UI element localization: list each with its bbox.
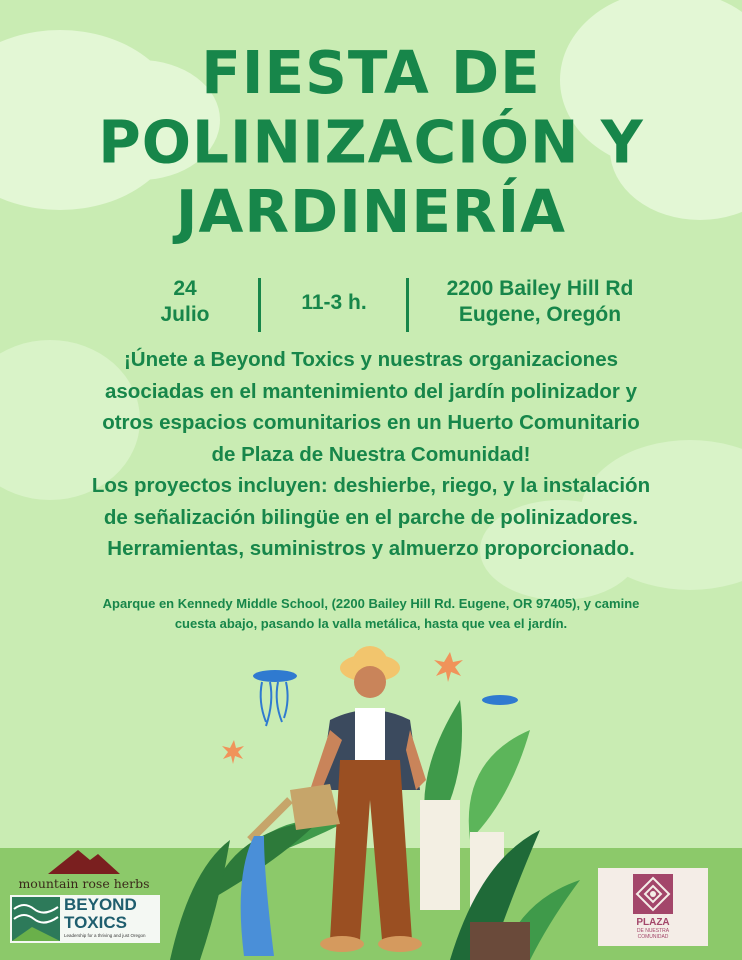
beyond-toxics-wave-icon xyxy=(12,897,60,941)
mountain-rose-herbs-logo xyxy=(8,848,160,894)
event-description xyxy=(30,344,712,565)
date-month: Julio xyxy=(160,303,210,326)
watering-can-icon xyxy=(241,784,340,956)
address-line-2: Eugene, Oregón xyxy=(458,303,622,326)
beyond-toxics-logo xyxy=(10,895,160,943)
plaza-name: PLAZA xyxy=(636,917,670,928)
beyond-toxics-text-top: BEYOND xyxy=(64,895,137,914)
date-day: 24 xyxy=(173,277,197,300)
divider xyxy=(258,278,261,332)
plaza-logo xyxy=(598,868,708,946)
mountain-logo-icon xyxy=(8,848,160,874)
jellyfish-icon xyxy=(253,670,297,726)
title-line-3: JARDINERÍA xyxy=(175,176,567,247)
address-line-1: 2200 Bailey Hill Rd xyxy=(446,277,634,300)
description-line: Herramientas, suministros y almuerzo proporcionado. xyxy=(107,537,635,560)
description-line: otros espacios comunitarios en un Huerto Comunitario xyxy=(102,411,640,434)
plaza-pattern-icon xyxy=(633,874,673,914)
event-date xyxy=(140,276,230,328)
title-line-1: FIESTA DE xyxy=(201,37,541,108)
event-time: 11-3 h. xyxy=(301,291,367,314)
title-line-2: POLINIZACIÓN Y xyxy=(98,107,644,177)
description-line: de señalización bilingüe en el parche de polinizadores. xyxy=(103,505,639,529)
beyond-toxics-text-bottom: TOXICS xyxy=(64,913,127,932)
parking-line: Aparque en Kennedy Middle School, (2200 Bailey Hill Rd. Eugene, OR 97405), y camine xyxy=(102,596,640,611)
plaza-sub-1: DE NUESTRA xyxy=(636,928,670,934)
description-line: Los proyectos incluyen: deshierbe, riego, y la instalación xyxy=(91,474,651,497)
parking-line: cuesta abajo, pasando la valla metálica, hasta que vea el jardín. xyxy=(174,616,568,631)
description-line: de Plaza de Nuestra Comunidad! xyxy=(211,442,531,466)
plaza-sub-2: COMUNIDAD xyxy=(637,934,669,940)
event-title xyxy=(0,38,742,246)
event-address xyxy=(420,276,660,328)
mountain-rose-text: mountain rose herbs xyxy=(18,876,150,891)
description-line: ¡Únete a Beyond Toxics y nuestras organizaciones xyxy=(123,348,619,371)
divider xyxy=(406,278,409,332)
description-line: asociadas en el mantenimiento del jardín polinizador y xyxy=(105,379,637,403)
beyond-toxics-tagline: Leadership for a thriving and just Oregon xyxy=(64,933,146,938)
gardener-illustration xyxy=(170,640,590,960)
parking-info xyxy=(20,594,722,634)
